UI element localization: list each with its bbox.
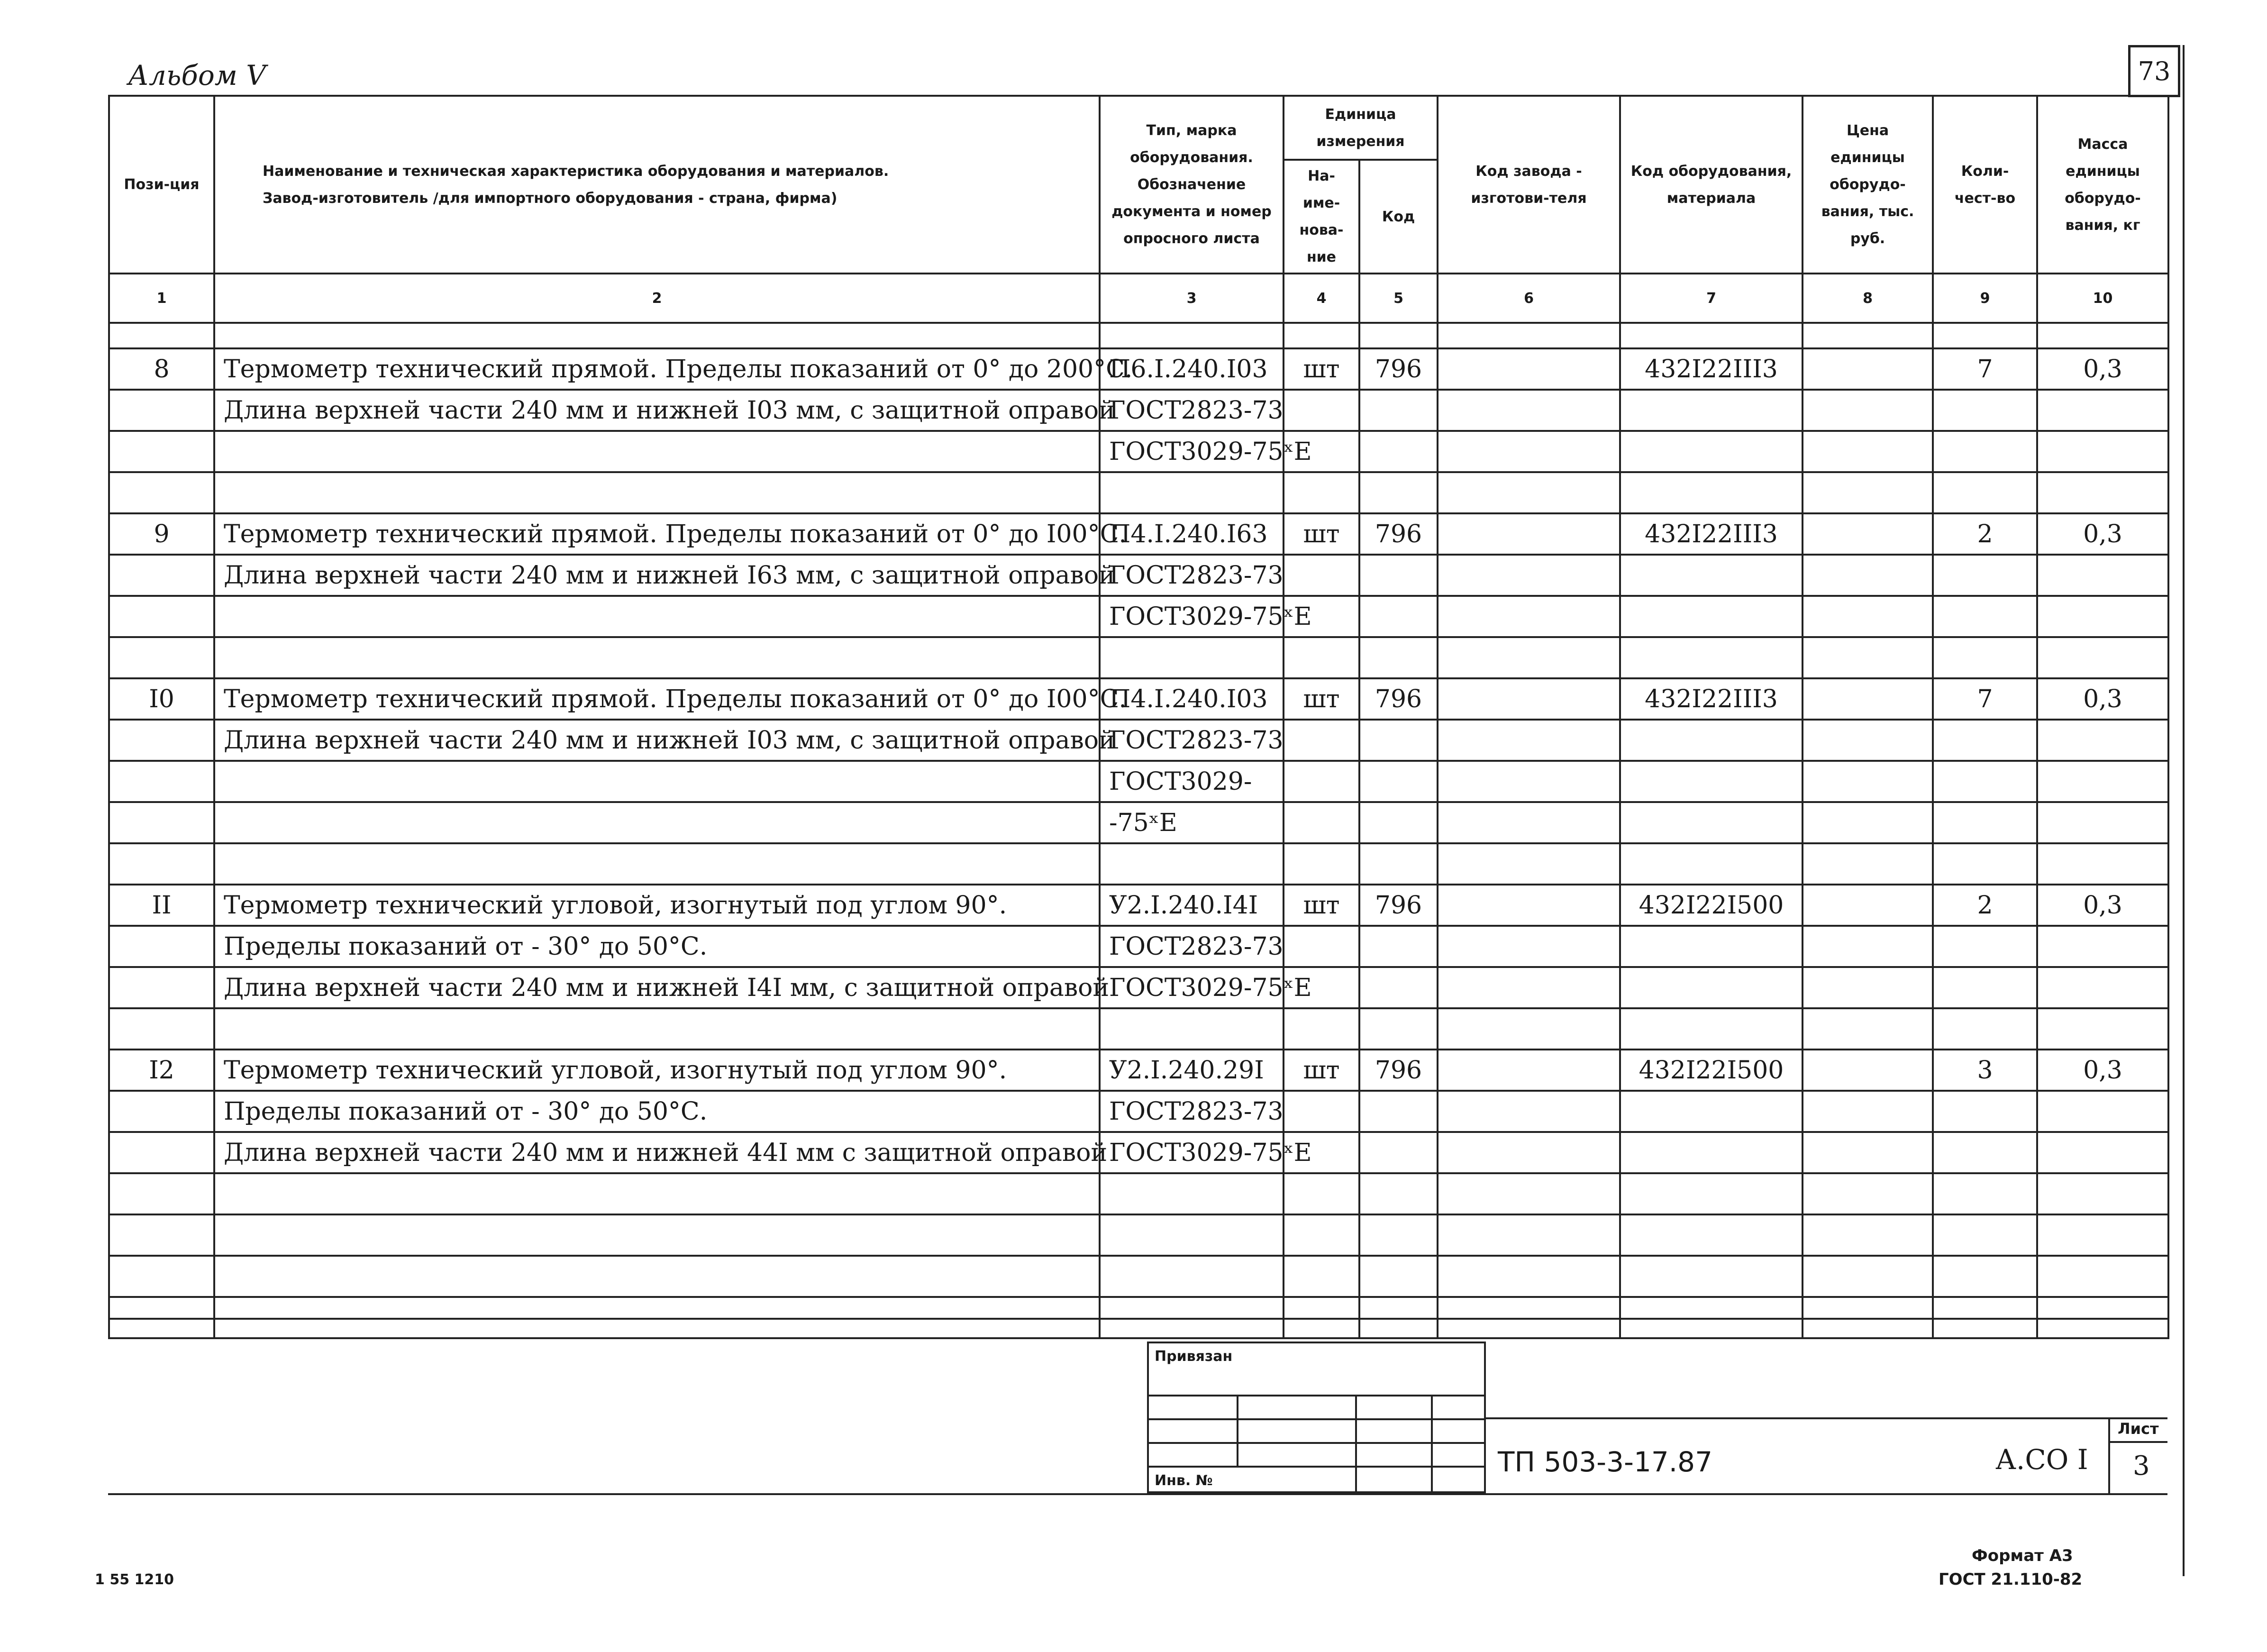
cell-qty [1933,1091,2037,1132]
cell-pos [109,596,214,637]
cell-code: 432I22III3 [1620,513,1803,555]
column-number: 8 [1803,274,1933,323]
table-row [109,720,2168,761]
cell-mass [2037,720,2168,761]
cell-name: Пределы показаний от - 30° до 50°С. [214,926,1100,967]
cell-type [1100,843,1284,885]
gap-row [109,323,2168,348]
table-row [109,431,2168,472]
cell-mass [2037,802,2168,843]
bound-label: Привязан [1155,1348,1233,1365]
header-equip-code: Код оборудования, материала [1620,96,1803,274]
cell-pos [109,472,214,513]
cell-unit-code [1359,967,1438,1008]
cell-type [1100,472,1284,513]
column-number: 5 [1359,274,1438,323]
cell-pos [109,390,214,431]
column-number: 10 [2037,274,2168,323]
cell-qty: 7 [1933,348,2037,390]
cell-unit: шт [1284,348,1359,390]
cell-unit-code [1359,637,1438,678]
cell-name [214,431,1100,472]
cell-price [1803,637,1933,678]
table-row [109,926,2168,967]
cell-mass [2037,1173,2168,1214]
cell-unit-code [1359,761,1438,802]
header-name-line2: Завод-изготовитель /для импортного оборудования - страна, фирма) [263,190,838,207]
cell-unit-code: 796 [1359,678,1438,720]
cell-qty [1933,431,2037,472]
table-row [109,967,2168,1008]
cell-factory [1438,926,1620,967]
header-type: Тип, марка оборудования. Обозначение документа и номер опросного листа [1100,96,1284,274]
right-frame-line [2183,45,2185,1576]
cell-type: ГОСТ2823-73 [1100,555,1284,596]
cell-price [1803,348,1933,390]
frame-bottom-line [108,1493,2167,1495]
table-row [109,678,2168,720]
cell-code [1620,802,1803,843]
cell-code [1620,472,1803,513]
sheet-divider [2108,1417,2110,1493]
cell-qty [1933,637,2037,678]
cell-code: 432I22I500 [1620,885,1803,926]
cell-unit-code [1359,472,1438,513]
cell-unit-code [1359,1214,1438,1256]
header-name-line1: Наименование и техническая характеристика оборудования и материалов. [263,163,889,180]
cell-pos [109,843,214,885]
cell-unit-code [1359,555,1438,596]
cell-price [1803,843,1933,885]
header-name [214,96,1100,274]
cell-unit: шт [1284,885,1359,926]
cell-code: 432I22III3 [1620,678,1803,720]
cell-type: П6.I.240.I03 [1100,348,1284,390]
header-mass: Масса единицы оборудо-вания, кг [2037,96,2168,274]
cell-code [1620,720,1803,761]
cell-price [1803,720,1933,761]
cell-name [214,1008,1100,1050]
cell-qty [1933,720,2037,761]
cell-price [1803,802,1933,843]
format-label: Формат А3 [1972,1546,2073,1565]
cell-qty [1933,1256,2037,1297]
column-number: 9 [1933,274,2037,323]
cell-code [1620,555,1803,596]
cell-code [1620,431,1803,472]
cell-mass [2037,390,2168,431]
cell-code [1620,596,1803,637]
header-qty: Коли-чест-во [1933,96,2037,274]
cell-price [1803,431,1933,472]
header-price: Цена единицы оборудо-вания, тыс. руб. [1803,96,1933,274]
cell-unit [1284,637,1359,678]
cell-code [1620,1214,1803,1256]
cell-type: ГОСТ3029-75ˣЕ [1100,967,1284,1008]
cell-name: Длина верхней части 240 мм и нижней I03 мм, с защитной оправой [214,390,1100,431]
cell-name [214,1214,1100,1256]
cell-factory [1438,431,1620,472]
table-row [109,843,2168,885]
table-row [109,1050,2168,1091]
cell-qty [1933,472,2037,513]
column-number: 1 [109,274,214,323]
table-row [109,1091,2168,1132]
cell-pos [109,802,214,843]
table-row [109,1173,2168,1214]
cell-name: Термометр технический прямой. Пределы показаний от 0° до 200°С. [214,348,1100,390]
cell-factory [1438,596,1620,637]
cell-unit-code [1359,1256,1438,1297]
cell-name [214,843,1100,885]
cell-name: Длина верхней части 240 мм и нижней I63 мм, с защитной оправой [214,555,1100,596]
cell-pos [109,1214,214,1256]
table-row [109,885,2168,926]
cell-price [1803,1132,1933,1173]
frame-line [108,1318,2167,1320]
cell-mass [2037,1256,2168,1297]
cell-pos [109,431,214,472]
cell-mass: 0,3 [2037,885,2168,926]
cell-mass [2037,926,2168,967]
document-number: ТП 503-3-17.87 [1498,1446,1712,1478]
cell-unit-code [1359,720,1438,761]
cell-unit-code [1359,596,1438,637]
cell-factory [1438,390,1620,431]
cell-code [1620,926,1803,967]
cell-factory [1438,761,1620,802]
cell-name [214,472,1100,513]
cell-mass [2037,1132,2168,1173]
table-row [109,637,2168,678]
cell-unit [1284,926,1359,967]
cell-qty [1933,802,2037,843]
cell-unit [1284,1008,1359,1050]
cell-type: П4.I.240.I03 [1100,678,1284,720]
cell-unit [1284,1256,1359,1297]
cell-pos: I0 [109,678,214,720]
cell-mass [2037,431,2168,472]
cell-unit-code [1359,1008,1438,1050]
cell-unit-code: 796 [1359,513,1438,555]
cell-type [1100,1173,1284,1214]
cell-qty: 7 [1933,678,2037,720]
cell-code [1620,967,1803,1008]
cell-mass [2037,843,2168,885]
cell-price [1803,555,1933,596]
cell-unit-code: 796 [1359,348,1438,390]
cell-price [1803,678,1933,720]
cell-pos [109,926,214,967]
table-row [109,472,2168,513]
cell-mass [2037,967,2168,1008]
table-row [109,1132,2168,1173]
cell-pos [109,1008,214,1050]
cell-factory [1438,513,1620,555]
cell-mass: 0,3 [2037,348,2168,390]
header-unit-name: На-име-нова-ние [1284,160,1359,274]
cell-unit-code [1359,1173,1438,1214]
cell-type: ГОСТ3029- [1100,761,1284,802]
cell-unit [1284,1173,1359,1214]
cell-code [1620,637,1803,678]
cell-price [1803,1256,1933,1297]
specification-table [108,95,2169,1339]
cell-unit [1284,555,1359,596]
cell-unit-code [1359,802,1438,843]
cell-unit [1284,720,1359,761]
cell-unit-code: 796 [1359,1050,1438,1091]
cell-unit: шт [1284,1050,1359,1091]
cell-qty [1933,1173,2037,1214]
cell-pos: II [109,885,214,926]
cell-unit [1284,472,1359,513]
cell-pos [109,967,214,1008]
table-row [109,555,2168,596]
titleblock-line [1486,1417,2167,1419]
cell-price [1803,967,1933,1008]
cell-qty [1933,1008,2037,1050]
cell-qty [1933,555,2037,596]
cell-factory [1438,1008,1620,1050]
cell-type: ГОСТ3029-75ˣЕ [1100,431,1284,472]
cell-unit [1284,761,1359,802]
sheet-label-line [2108,1441,2167,1443]
cell-code [1620,761,1803,802]
cell-type [1100,1256,1284,1297]
cell-type: ГОСТ2823-73 [1100,926,1284,967]
cell-pos [109,637,214,678]
cell-qty [1933,967,2037,1008]
cell-mass [2037,1091,2168,1132]
cell-name: Длина верхней части 240 мм и нижней 44I мм с защитной оправой [214,1132,1100,1173]
cell-factory [1438,967,1620,1008]
cell-price [1803,1008,1933,1050]
cell-unit-code [1359,843,1438,885]
cell-factory [1438,678,1620,720]
cell-name: Пределы показаний от - 30° до 50°С. [214,1091,1100,1132]
cell-factory [1438,1091,1620,1132]
gost-label: ГОСТ 21.110-82 [1939,1570,2083,1589]
header-unit-code: Код [1359,160,1438,274]
cell-unit [1284,390,1359,431]
cell-type: У2.I.240.I4I [1100,885,1284,926]
table-row [109,348,2168,390]
cell-price [1803,1173,1933,1214]
cell-factory [1438,348,1620,390]
cell-name: Длина верхней части 240 мм и нижней I4I мм, с защитной оправой [214,967,1100,1008]
cell-unit [1284,1091,1359,1132]
cell-price [1803,1050,1933,1091]
table-row [109,390,2168,431]
table-row [109,1214,2168,1256]
cell-type [1100,1214,1284,1256]
page-number: 73 [2128,45,2180,97]
cell-price [1803,513,1933,555]
binding-stamp [1147,1342,1486,1493]
column-number: 4 [1284,274,1359,323]
cell-qty [1933,926,2037,967]
cell-pos [109,1091,214,1132]
cell-price [1803,472,1933,513]
cell-mass: 0,3 [2037,678,2168,720]
album-label: Альбом V [128,59,266,91]
cell-type: ГОСТ3029-75ˣЕ [1100,1132,1284,1173]
cell-type: ГОСТ2823-73 [1100,390,1284,431]
cell-code [1620,1008,1803,1050]
cell-qty [1933,1132,2037,1173]
cell-pos [109,761,214,802]
cell-type [1100,637,1284,678]
cell-factory [1438,1050,1620,1091]
cell-factory [1438,843,1620,885]
cell-price [1803,885,1933,926]
header-factory-code: Код завода - изготови-теля [1438,96,1620,274]
cell-mass [2037,1008,2168,1050]
column-number: 7 [1620,274,1803,323]
document-code: А.СО I [1995,1443,2088,1476]
column-number: 2 [214,274,1100,323]
inv-label: Инв. № [1155,1472,1213,1489]
cell-type: ГОСТ2823-73 [1100,1091,1284,1132]
table-row [109,1008,2168,1050]
cell-name [214,596,1100,637]
cell-pos: 8 [109,348,214,390]
cell-name [214,802,1100,843]
cell-qty [1933,761,2037,802]
column-number: 6 [1438,274,1620,323]
cell-price [1803,761,1933,802]
cell-unit-code: 796 [1359,885,1438,926]
cell-type: ГОСТ3029-75ˣЕ [1100,596,1284,637]
cell-name: Термометр технический прямой. Пределы показаний от 0° до I00°С. [214,513,1100,555]
cell-name [214,1173,1100,1214]
cell-name: Термометр технический прямой. Пределы показаний от 0° до I00°С. [214,678,1100,720]
cell-pos: 9 [109,513,214,555]
sheet-label: Лист [2118,1420,2159,1438]
cell-code: 432I22III3 [1620,348,1803,390]
cell-code [1620,1091,1803,1132]
cell-qty [1933,596,2037,637]
cell-mass [2037,596,2168,637]
cell-mass [2037,555,2168,596]
cell-code: 432I22I500 [1620,1050,1803,1091]
cell-price [1803,926,1933,967]
cell-factory [1438,1256,1620,1297]
cell-code [1620,1132,1803,1173]
cell-mass: 0,3 [2037,1050,2168,1091]
cell-unit [1284,1214,1359,1256]
cell-qty [1933,390,2037,431]
cell-mass [2037,1214,2168,1256]
table-row [109,802,2168,843]
cell-factory [1438,1132,1620,1173]
cell-type: ГОСТ2823-73 [1100,720,1284,761]
table-row [109,761,2168,802]
cell-price [1803,1091,1933,1132]
cell-mass [2037,761,2168,802]
cell-type: У2.I.240.29I [1100,1050,1284,1091]
cell-factory [1438,637,1620,678]
cell-name [214,637,1100,678]
cell-mass [2037,637,2168,678]
cell-code [1620,390,1803,431]
cell-name [214,1256,1100,1297]
cell-price [1803,390,1933,431]
cell-name: Термометр технический угловой, изогнутый под углом 90°. [214,1050,1100,1091]
cell-pos [109,555,214,596]
cell-pos [109,720,214,761]
table-row [109,513,2168,555]
cell-factory [1438,802,1620,843]
cell-type: П4.I.240.I63 [1100,513,1284,555]
cell-unit-code [1359,1132,1438,1173]
cell-unit-code [1359,926,1438,967]
cell-qty: 2 [1933,885,2037,926]
cell-code [1620,1256,1803,1297]
cell-mass [2037,472,2168,513]
cell-qty [1933,1214,2037,1256]
cell-unit-code [1359,390,1438,431]
cell-price [1803,596,1933,637]
cell-qty: 3 [1933,1050,2037,1091]
cell-factory [1438,472,1620,513]
cell-type: -75ˣЕ [1100,802,1284,843]
cell-name: Длина верхней части 240 мм и нижней I03 мм, с защитной оправой [214,720,1100,761]
inventory-number: 1 55 1210 [95,1571,174,1588]
cell-code [1620,1173,1803,1214]
cell-unit [1284,802,1359,843]
cell-qty: 2 [1933,513,2037,555]
cell-unit: шт [1284,513,1359,555]
column-number: 3 [1100,274,1284,323]
cell-pos [109,1132,214,1173]
column-number-row [109,274,2168,323]
cell-factory [1438,1173,1620,1214]
header-unit: Единица измерения [1284,96,1438,160]
cell-price [1803,1214,1933,1256]
cell-code [1620,843,1803,885]
cell-unit-code [1359,431,1438,472]
cell-pos [109,1173,214,1214]
cell-pos [109,1256,214,1297]
cell-mass: 0,3 [2037,513,2168,555]
cell-factory [1438,1214,1620,1256]
table-row [109,596,2168,637]
cell-factory [1438,555,1620,596]
header-pos: Пози-ция [109,96,214,274]
cell-unit [1284,843,1359,885]
cell-qty [1933,843,2037,885]
cell-factory [1438,720,1620,761]
table-row [109,1256,2168,1297]
cell-type [1100,1008,1284,1050]
cell-name [214,761,1100,802]
cell-unit-code [1359,1091,1438,1132]
cell-pos: I2 [109,1050,214,1091]
sheet-number: 3 [2133,1451,2150,1481]
cell-name: Термометр технический угловой, изогнутый под углом 90°. [214,885,1100,926]
cell-unit: шт [1284,678,1359,720]
cell-factory [1438,885,1620,926]
